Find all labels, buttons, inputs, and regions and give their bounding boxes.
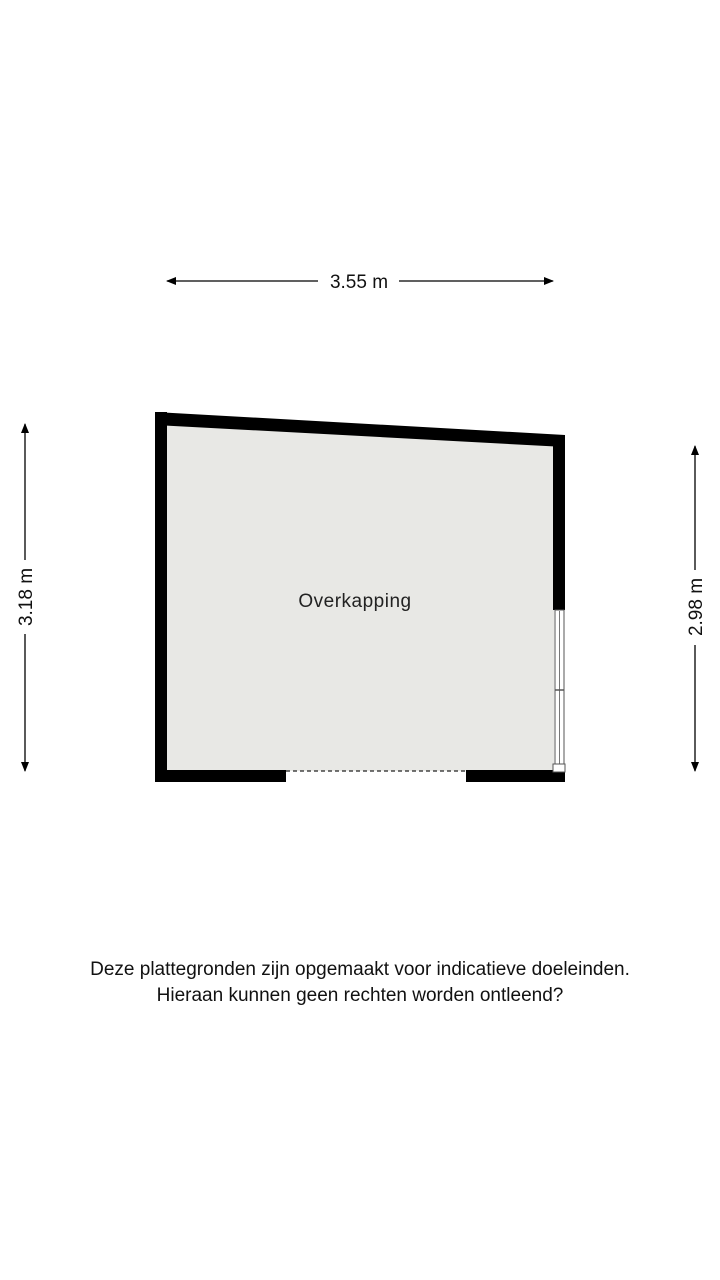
left-height-dimension xyxy=(16,424,37,771)
bottom-wall-right xyxy=(466,770,565,782)
right-window xyxy=(553,610,565,772)
window-sill xyxy=(553,764,565,772)
right-height-dimension xyxy=(686,446,707,771)
left-wall xyxy=(155,412,167,782)
width-dimension xyxy=(167,272,553,293)
disclaimer-line-1: Deze plattegronden zijn opgemaakt voor indicatieve doeleinden. xyxy=(90,959,630,980)
room-label: Overkapping xyxy=(298,591,412,612)
bottom-wall-left xyxy=(155,770,286,782)
right-height-label: 2.98 m xyxy=(686,577,707,637)
disclaimer-line-2: Hieraan kunnen geen rechten worden ontleend? xyxy=(156,985,564,1006)
left-height-label: 3.18 m xyxy=(16,567,37,627)
width-dimension-label: 3.55 m xyxy=(329,272,389,293)
disclaimer xyxy=(0,957,720,1009)
right-wall xyxy=(553,435,565,610)
